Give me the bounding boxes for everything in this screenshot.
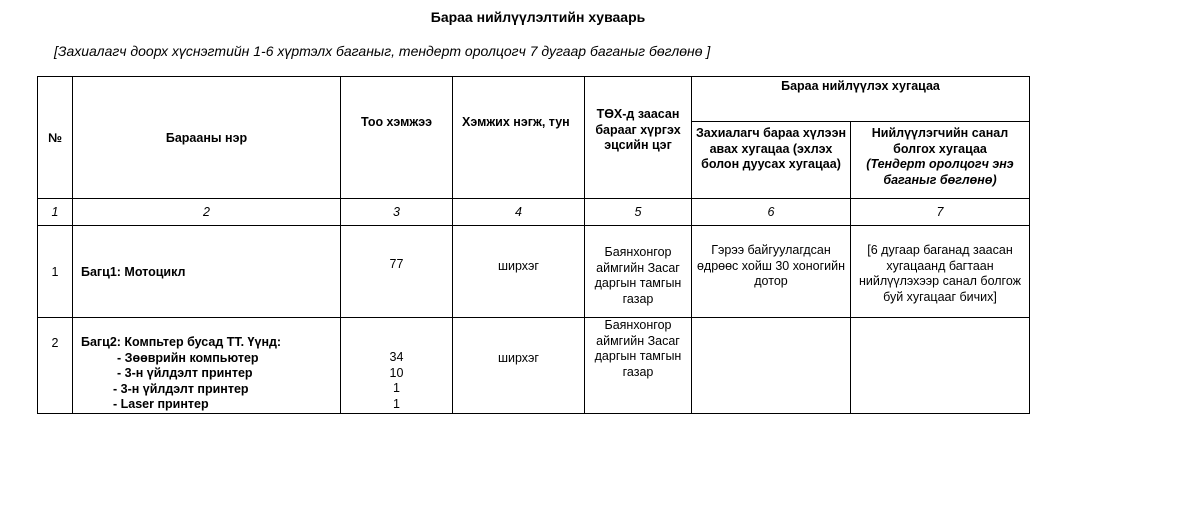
row-qty (341, 318, 453, 414)
list-item: - 3-н үйлдэлт принтер (113, 381, 249, 396)
header-col7-main: Нийлүүлэгчийн санал болгох хугацаа (871, 126, 1009, 156)
row-place: Баянхонгор аймгийн Засаг даргын тамгын газар (585, 226, 692, 318)
row-receive-period: Гэрээ байгуулагдсан өдрөөс хойш 30 хоногийн дотор (692, 226, 851, 318)
item-qty: 1 (393, 396, 400, 411)
header-qty: Тоо хэмжээ (341, 77, 453, 199)
index-cell: 3 (341, 199, 453, 226)
row-name: Багц1: Мотоцикл (73, 226, 341, 318)
item-qty: 34 (389, 350, 404, 364)
index-cell: 2 (73, 199, 341, 226)
header-col7-note: (Тендерт оролцогч энэ баганыг бөглөнө) (866, 157, 1014, 187)
instruction-note: [Захиалагч доорх хүснэгтийн 1-6 хүртэлх баганыг, тендерт оролцогч 7 дугаар баганыг бөглөнө ] (54, 43, 711, 59)
header-col7 (851, 122, 1030, 199)
row-offer-period: [6 дугаар баганад заасан хугацаанд багтаан нийлүүлэхээр санал болгож буй хугацааг бичих] (851, 226, 1030, 318)
index-cell: 5 (585, 199, 692, 226)
row-no: 1 (38, 226, 73, 318)
list-item: - 3-н үйлдэлт принтер (117, 366, 253, 380)
index-cell: 1 (38, 199, 73, 226)
table-row (38, 318, 1030, 414)
header-delivery-place: ТӨХ-д заасан барааг хүргэх эцсийн цэг (585, 77, 692, 199)
row-receive-period (692, 318, 851, 414)
row-name (73, 318, 341, 414)
header-delivery-period: Бараа нийлүүлэх хугацаа (692, 77, 1030, 122)
item-qty: 1 (393, 381, 400, 395)
table-row (38, 226, 1030, 318)
header-no: № (38, 77, 73, 199)
header-unit: Хэмжих нэгж, тун (453, 77, 585, 199)
page-title: Бараа нийлүүлэлтийн хуваарь (430, 9, 646, 25)
list-item: - Зөөврийн компьютер (117, 350, 259, 365)
header-col6: Захиалагч бараа хүлээн авах хугацаа (эхлэх болон дуусах хугацаа) (692, 122, 851, 199)
index-cell: 7 (851, 199, 1030, 226)
delivery-schedule-table (37, 76, 1030, 414)
header-name: Барааны нэр (73, 77, 341, 199)
row-qty: 77 (341, 226, 453, 318)
row-unit: ширхэг (453, 318, 585, 414)
row-place: Баянхонгор аймгийн Засаг даргын тамгын газар (585, 318, 692, 414)
item-qty: 10 (389, 365, 404, 380)
row-name-title: Багц2: Компьтер бусад ТТ. Үүнд: (81, 335, 282, 349)
index-cell: 6 (692, 199, 851, 226)
row-no: 2 (38, 318, 73, 414)
row-unit: ширхэг (453, 226, 585, 318)
index-cell: 4 (453, 199, 585, 226)
row-offer-period (851, 318, 1030, 414)
list-item: - Laser принтер (113, 397, 209, 411)
index-row (38, 199, 1030, 226)
